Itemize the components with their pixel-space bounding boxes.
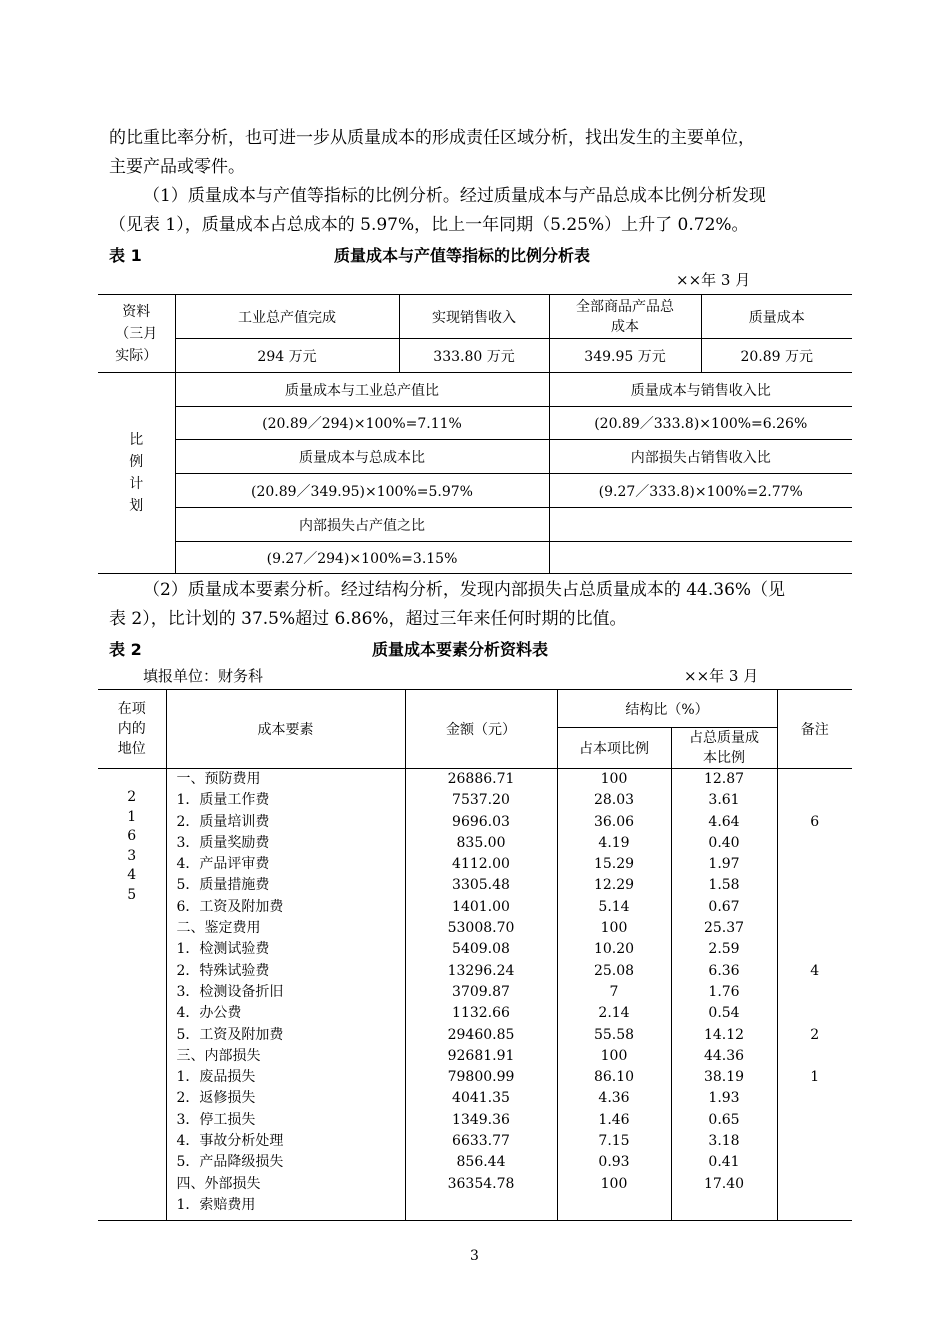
share-item-value: 4.19 [598, 834, 630, 851]
table1-header: 质量成本 [701, 295, 852, 339]
cost-element: 1．废品损失 [176, 1069, 256, 1086]
cost-element: 三、内部损失 [176, 1047, 261, 1064]
amount-value: 6633.77 [452, 1133, 510, 1150]
table1-header: 工业总产值完成 [175, 295, 399, 339]
table2-share-item-header: 占本项比例 [557, 728, 671, 769]
paragraph-line: 的比重比率分析，也可进一步从质量成本的形成责任区域分析，找出发生的主要单位， [109, 128, 755, 148]
rank-value: 6 [127, 828, 137, 844]
amount-value: 856.44 [456, 1154, 506, 1171]
share-item-value: 7.15 [598, 1133, 630, 1150]
note-value [778, 854, 853, 875]
note-value [778, 769, 853, 790]
share-total-value: 12.87 [703, 771, 745, 787]
amount-value: 9696.03 [452, 813, 510, 830]
table1-ratio-cell: (20.89／333.8)×100%=6.26% [549, 407, 852, 440]
cost-element: 5．工资及附加费 [176, 1026, 284, 1043]
table2-share-total-column [671, 769, 777, 1221]
share-total-value: 3.18 [708, 1133, 740, 1150]
note-value [778, 1110, 853, 1131]
table1-ratio-cell: (20.89／294)×100%=7.11% [175, 407, 549, 440]
cost-element: 5．质量措施费 [176, 877, 270, 894]
amount-value: 4112.00 [452, 856, 510, 873]
share-total-value: 0.65 [708, 1111, 740, 1128]
amount-value: 53008.70 [447, 920, 515, 937]
share-item-value: 100 [600, 1047, 628, 1064]
note-value [778, 982, 853, 1003]
table2-rank-header: 在项 内的 地位 [98, 690, 166, 769]
share-total-value: 25.37 [703, 920, 745, 937]
note-value [778, 1088, 853, 1109]
table2-share-total-header: 占总质量成 本比例 [671, 728, 777, 769]
note-value [778, 1003, 853, 1024]
amount-value: 835.00 [456, 834, 506, 851]
table2-amount-header: 金额（元） [405, 690, 557, 769]
table1-value: 333.80 万元 [399, 339, 549, 373]
paragraph-line: （1）质量成本与产值等指标的比例分析。经过质量成本与产品总成本比例分析发现 [143, 186, 766, 206]
cost-element: 四、外部损失 [176, 1175, 261, 1192]
note-value [778, 1174, 853, 1195]
cost-element: 5．产品降级损失 [176, 1154, 284, 1171]
table1-header: 实现销售收入 [399, 295, 549, 339]
share-item-value [558, 1195, 671, 1216]
cost-element: 4．产品评审费 [176, 856, 270, 873]
table2-date: ××年 3 月 [684, 667, 759, 685]
table2-structure-header: 结构比（%） [557, 690, 777, 728]
cost-element: 二、鉴定费用 [176, 920, 261, 937]
cost-element: 2．特殊试验费 [176, 962, 270, 979]
table1-ratio-cell: 质量成本与总成本比 [175, 440, 549, 474]
share-total-value: 17.40 [703, 1175, 745, 1192]
page-number: 3 [470, 1248, 479, 1264]
paragraph-line: （2）质量成本要素分析。经过结构分析，发现内部损失占总质量成本的 44.36%（见 [143, 580, 786, 600]
table1-date: ××年 3 月 [676, 271, 751, 289]
paragraph-line: （见表 1），质量成本占总成本的 5.97%，比上一年同期（5.25%）上升了 0.72%。 [109, 215, 749, 235]
note-value: 6 [810, 813, 820, 830]
table1-value: 349.95 万元 [549, 339, 701, 373]
table1-ratio-cell: 内部损失占产值之比 [175, 508, 549, 542]
share-total-value: 44.36 [703, 1047, 745, 1064]
table1-ratio-cell [549, 508, 852, 542]
table1-ratio-cell: 内部损失占销售收入比 [549, 440, 852, 474]
note-value [778, 897, 853, 918]
paragraph-line: 表 2），比计划的 37.5%超过 6.86%，超过三年来任何时期的比值。 [109, 609, 627, 629]
share-item-value: 86.10 [593, 1069, 635, 1086]
share-item-value: 25.08 [593, 962, 635, 979]
share-item-value: 28.03 [593, 792, 635, 809]
table2-share-item-column [557, 769, 671, 1221]
note-value [778, 918, 853, 939]
share-item-value: 15.29 [593, 856, 635, 873]
amount-value: 4041.35 [452, 1090, 510, 1107]
share-item-value: 2.14 [598, 1005, 630, 1022]
amount-value: 36354.78 [447, 1175, 515, 1192]
cost-element: 3．检测设备折旧 [176, 983, 284, 1000]
table1-ratio-cell: (9.27／294)×100%=3.15% [175, 542, 549, 574]
note-value: 1 [810, 1069, 820, 1086]
share-total-value: 6.36 [708, 962, 740, 979]
table1-value: 20.89 万元 [701, 339, 852, 373]
cost-element: 2．质量培训费 [176, 813, 270, 830]
table1-title: 质量成本与产值等指标的比例分析表 [334, 246, 591, 265]
note-value [778, 790, 853, 811]
note-value [778, 833, 853, 854]
share-total-value: 38.19 [703, 1069, 745, 1086]
table2-unit: 填报单位：财务科 [143, 667, 264, 685]
share-total-value: 0.67 [708, 898, 740, 915]
note-value [778, 1152, 853, 1173]
rank-value: 4 [127, 867, 137, 883]
amount-value: 29460.85 [447, 1026, 515, 1043]
amount-value: 26886.71 [447, 771, 515, 787]
share-item-value: 1.46 [598, 1111, 630, 1128]
note-value [778, 1046, 853, 1067]
table1 [98, 294, 852, 574]
table1-ratio-label: 比 例 计 划 [98, 373, 175, 574]
table1-ratio-cell: (20.89／349.95)×100%=5.97% [175, 474, 549, 508]
share-total-value: 1.76 [708, 983, 740, 1000]
amount-value: 1401.00 [452, 898, 510, 915]
share-item-value: 0.93 [598, 1154, 630, 1171]
table1-ratio-cell: (9.27／333.8)×100%=2.77% [549, 474, 852, 508]
cost-element: 1．检测试验费 [176, 941, 270, 958]
share-item-value: 100 [600, 771, 628, 787]
amount-value: 5409.08 [452, 941, 510, 958]
share-total-value: 0.54 [708, 1005, 740, 1022]
rank-value: 3 [127, 847, 137, 864]
rank-value: 5 [127, 886, 137, 903]
table2-label: 表 2 [109, 640, 142, 659]
share-total-value: 0.41 [708, 1154, 740, 1171]
amount-value [406, 1195, 557, 1216]
rank-value: 1 [127, 808, 137, 825]
cost-element: 1．索赔费用 [176, 1196, 256, 1213]
share-total-value: 1.97 [708, 856, 740, 873]
table1-label: 表 1 [109, 246, 142, 265]
paragraph-line: 主要产品或零件。 [109, 157, 245, 177]
share-total-value: 3.61 [708, 792, 740, 809]
cost-element: 4．办公费 [176, 1005, 242, 1022]
cost-element: 1．质量工作费 [176, 792, 270, 809]
table2-element-column [166, 769, 405, 1221]
amount-value: 3709.87 [452, 983, 510, 1000]
table2 [98, 689, 852, 1221]
amount-value: 1349.36 [452, 1111, 510, 1128]
table1-row-header: 资料 （三月 实际） [98, 295, 175, 373]
cost-element: 4．事故分析处理 [176, 1133, 284, 1150]
share-item-value: 12.29 [593, 877, 635, 894]
note-value [778, 875, 853, 896]
share-item-value: 10.20 [593, 941, 635, 958]
share-item-value: 55.58 [593, 1026, 635, 1043]
table1-value: 294 万元 [175, 339, 399, 373]
table1-header: 全部商品产品总 成本 [549, 295, 701, 339]
amount-value: 13296.24 [447, 962, 515, 979]
amount-value: 1132.66 [452, 1005, 510, 1022]
table2-note-header: 备注 [777, 690, 852, 769]
share-item-value: 36.06 [593, 813, 635, 830]
amount-value: 92681.91 [447, 1047, 515, 1064]
amount-value: 3305.48 [452, 877, 510, 894]
note-value [778, 939, 853, 960]
share-total-value: 14.12 [703, 1026, 745, 1043]
cost-element: 2．返修损失 [176, 1090, 256, 1107]
share-item-value: 7 [609, 983, 619, 1000]
note-value [778, 1131, 853, 1152]
table2-element-header: 成本要素 [166, 690, 405, 769]
table2-amount-column [405, 769, 557, 1221]
share-total-value: 4.64 [708, 813, 740, 830]
share-total-value: 2.59 [708, 941, 740, 958]
table1-ratio-cell: 质量成本与工业总产值比 [175, 373, 549, 407]
share-total-value [672, 1195, 777, 1216]
share-total-value: 1.93 [708, 1090, 740, 1107]
share-item-value: 4.36 [598, 1090, 630, 1107]
cost-element: 6．工资及附加费 [176, 898, 284, 915]
share-item-value: 100 [600, 1175, 628, 1192]
amount-value: 7537.20 [452, 792, 510, 809]
note-value [778, 1195, 853, 1216]
table1-ratio-cell: 质量成本与销售收入比 [549, 373, 852, 407]
cost-element: 3．停工损失 [176, 1111, 256, 1128]
share-total-value: 0.40 [708, 834, 740, 851]
share-total-value: 1.58 [708, 877, 740, 894]
table2-rank-column [98, 769, 166, 1221]
share-item-value: 100 [600, 920, 628, 937]
table1-ratio-cell [549, 542, 852, 574]
cost-element: 3．质量奖励费 [176, 834, 270, 851]
share-item-value: 5.14 [598, 898, 630, 915]
note-value: 4 [810, 962, 820, 979]
table2-note-column [777, 769, 852, 1221]
note-value: 2 [810, 1026, 820, 1043]
amount-value: 79800.99 [447, 1069, 515, 1086]
rank-value: 2 [127, 789, 137, 805]
cost-element: 一、预防费用 [176, 771, 261, 787]
table2-title: 质量成本要素分析资料表 [372, 640, 549, 659]
